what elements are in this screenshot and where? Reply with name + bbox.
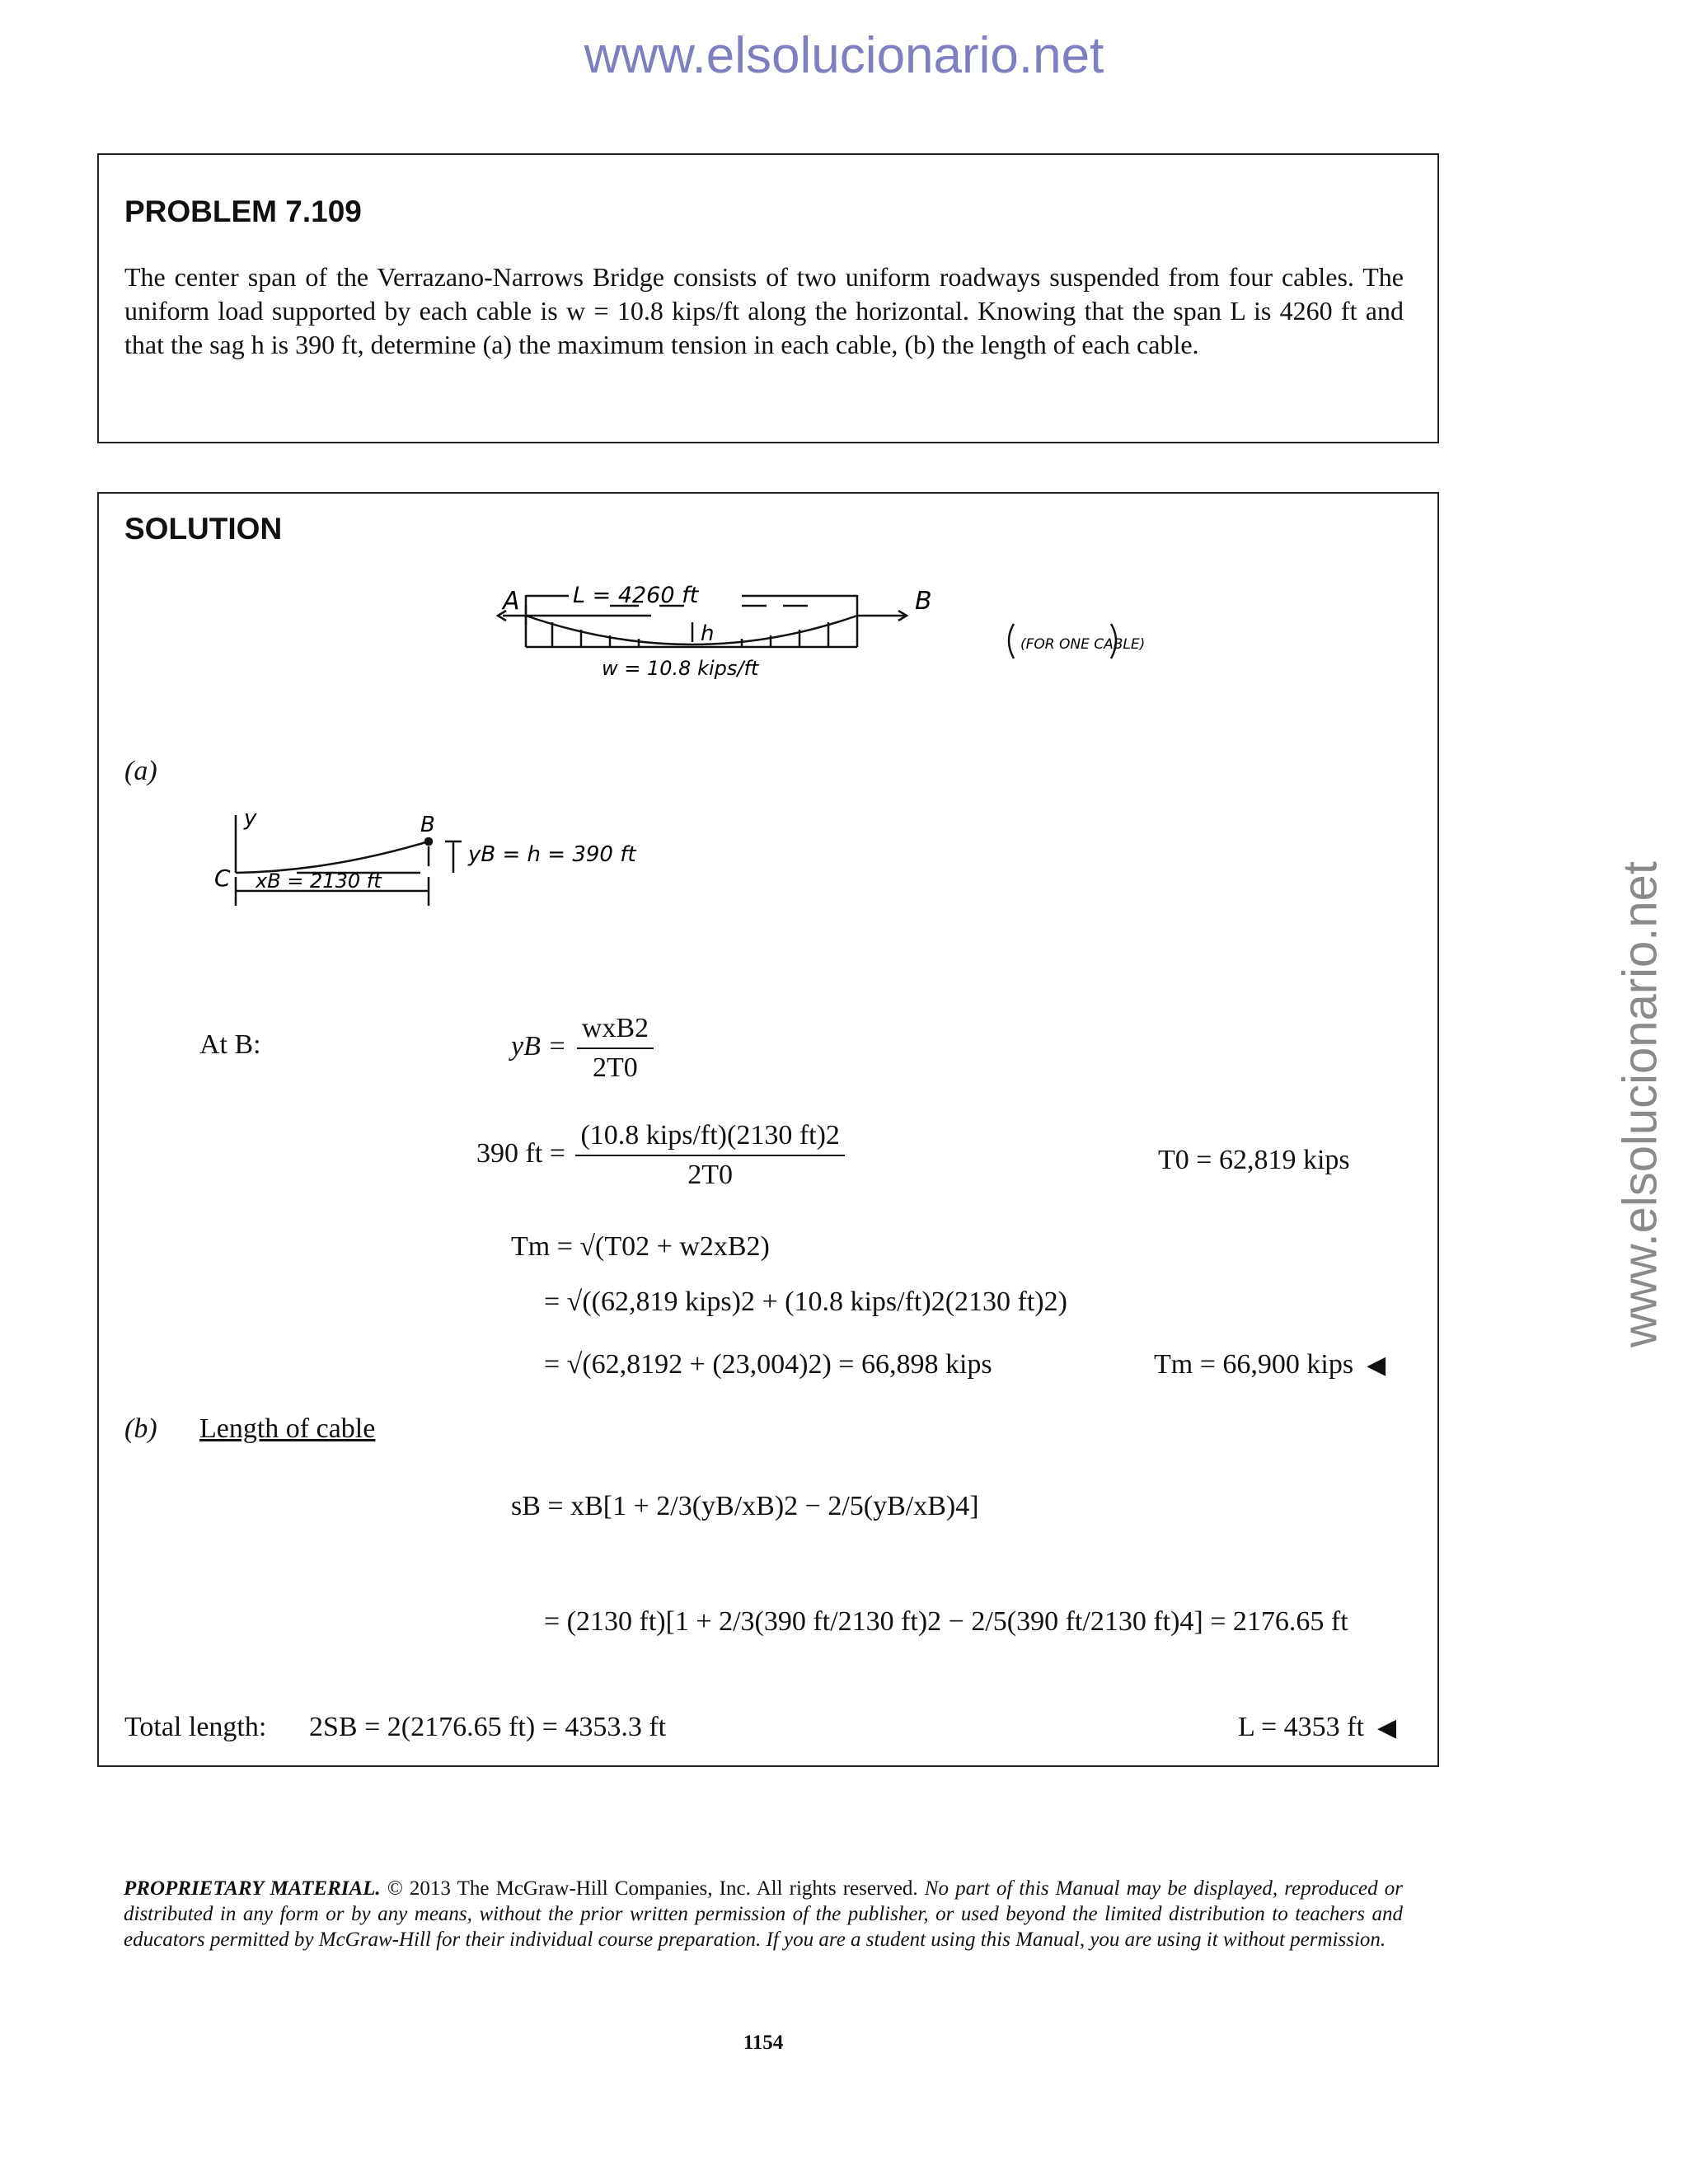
problem-title: PROBLEM 7.109 — [124, 194, 362, 228]
result-t0: T0 = 62,819 kips — [1158, 1145, 1350, 1175]
sketch2-label-b: B — [420, 813, 435, 837]
half-span-sketch — [181, 799, 758, 914]
sketch1-label-b: B — [915, 587, 932, 616]
at-b-label: At B: — [199, 1029, 261, 1060]
sketch1-load-label: w = 10.8 kips/ft — [602, 657, 759, 680]
equation-yb: yB = $\frac{\text{wxB2}}{2T0}$ — [511, 1013, 657, 1084]
equation-tm: Tm = √(T02 + w2xB2) — [511, 1231, 770, 1262]
watermark-top: www.elsolucionario.net — [584, 27, 1104, 84]
problem-statement: The center span of the Verrazano-Narrows Bridge consists of two uniform roadways suspended from four cables. The uniform load supported by each cable is w = 10.8 kips/ft along the horizontal. Knowing that the span L is 4260 ft and that the sag h is 390 ft, determine (a) the maximum tension in each cable, (b) the length of each cable. — [124, 262, 1404, 359]
equation-sb: sB = xB[1 + 2/3(yB/xB)2 − 2/5(yB/xB)4] — [511, 1491, 979, 1521]
page-number: 1154 — [743, 2032, 784, 2054]
sketch2-axis-label: y — [244, 806, 257, 831]
problem-box — [97, 153, 1439, 443]
solution-box — [97, 492, 1439, 1767]
sketch2-xb-label: xB = 2130 ft — [256, 869, 382, 893]
solution-title: SOLUTION — [124, 512, 283, 546]
total-length-label: Total length: — [124, 1712, 267, 1742]
part-a-label: (a) — [124, 756, 157, 786]
sketch2-label-c: C — [214, 865, 231, 892]
equation-t0: 390 ft = $\frac{\text{(10.8 kips/ft)(2130 ft)2}}{2T0}$ — [476, 1120, 848, 1191]
sketch1-span-label: L = 4260 ft — [573, 583, 699, 608]
total-length-equation: 2SB = 2(2176.65 ft) = 4353.3 ft — [309, 1712, 667, 1742]
sketch1-sag-label: h — [701, 621, 715, 646]
sketch1-note: (FOR ONE CABLE) — [1020, 636, 1146, 653]
equation-sb-substituted: = (2130 ft)[1 + 2/3(390 ft/2130 ft)2 − 2/5(390 ft/2130 ft)4] = 2176.65 ft — [544, 1606, 1348, 1637]
footer-notice: PROPRIETARY MATERIAL. © 2013 The McGraw-Hill Companies, Inc. All rights reserved. No part of this Manual may be displayed, reproduced or distributed in any form or by any means, without the prior written permission of the publisher, or used beyond the limited distribution to teachers and educators permitted by McGraw-Hill for their individual course preparation. If you are a student using this Manual, you are using it without permission. — [124, 1877, 1404, 1951]
result-l: L = 4353 ft ◀ — [1238, 1712, 1397, 1742]
cable-span-sketch — [495, 566, 1170, 706]
result-tm: Tm = 66,900 kips ◀ — [1154, 1349, 1386, 1380]
sketch1-label-a: A — [503, 587, 520, 616]
length-heading: Length of cable — [199, 1413, 376, 1444]
equation-tm-result: = √(62,8192 + (23,004)2) = 66,898 kips — [544, 1349, 992, 1380]
sketch2-yb-label: yB = h = 390 ft — [468, 842, 636, 867]
equation-tm-substituted: = √((62,819 kips)2 + (10.8 kips/ft)2(2130 ft)2) — [544, 1286, 1067, 1317]
part-b-label: (b) — [124, 1413, 157, 1444]
